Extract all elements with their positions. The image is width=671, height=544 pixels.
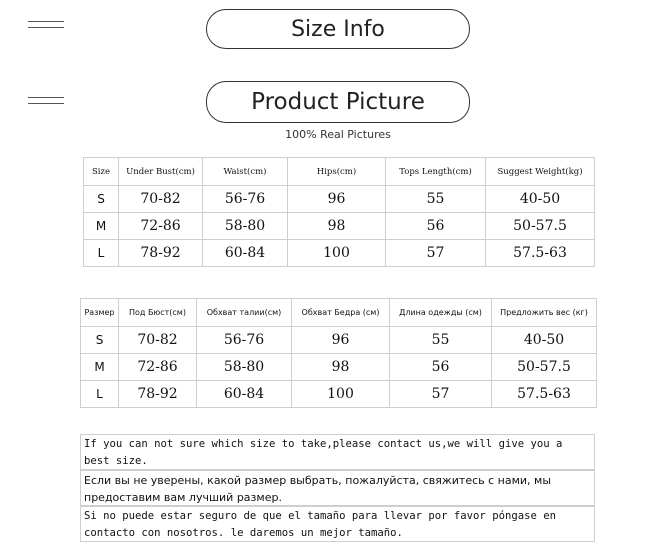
table-header-row — [81, 299, 597, 327]
table-cell: 100 — [288, 240, 386, 267]
table-cell: 98 — [288, 213, 386, 240]
table-row — [81, 327, 597, 354]
size-cell: M — [81, 354, 119, 381]
header-cell: Suggest Weight(kg) — [486, 158, 595, 186]
table-cell: 55 — [390, 327, 492, 354]
header-cell: Size — [84, 158, 119, 186]
product-picture-heading: Product Picture — [206, 81, 470, 123]
size-cell: L — [84, 240, 119, 267]
table-cell: 40-50 — [492, 327, 597, 354]
table-cell: 56-76 — [203, 186, 288, 213]
header-cell: Обхват талии(см) — [197, 299, 292, 327]
header-cell: Длина одежды (см) — [390, 299, 492, 327]
table-cell: 100 — [292, 381, 390, 408]
table-cell: 96 — [292, 327, 390, 354]
header-cell: Tops Length(cm) — [386, 158, 486, 186]
table-cell: 56 — [386, 213, 486, 240]
header-cell: Waist(cm) — [203, 158, 288, 186]
size-advice-english: If you can not sure which size to take,please contact us,we will give you a best size. — [80, 434, 595, 470]
table-row — [84, 213, 595, 240]
header-cell: Обхват Бедра (см) — [292, 299, 390, 327]
table-row — [81, 381, 597, 408]
header-cell: Предложить вес (кг) — [492, 299, 597, 327]
header-cell: Под Бюст(см) — [119, 299, 197, 327]
header-cell: Размер — [81, 299, 119, 327]
table-cell: 98 — [292, 354, 390, 381]
size-advice-spanish: Si no puede estar seguro de que el tamaño para llevar por favor póngase en contacto con nosotros. le daremos un mejor tamaño. — [80, 506, 595, 542]
table-cell: 70-82 — [119, 186, 203, 213]
table-row — [81, 354, 597, 381]
table-cell: 70-82 — [119, 327, 197, 354]
size-info-heading: Size Info — [206, 9, 470, 49]
table-cell: 40-50 — [486, 186, 595, 213]
size-table-russian — [80, 298, 597, 408]
menu-lines-decoration-1 — [28, 21, 64, 33]
table-cell: 50-57.5 — [492, 354, 597, 381]
table-cell: 78-92 — [119, 381, 197, 408]
table-cell: 57 — [386, 240, 486, 267]
size-cell: M — [84, 213, 119, 240]
size-table-english — [83, 157, 595, 267]
table-cell: 57.5-63 — [492, 381, 597, 408]
size-cell: S — [84, 186, 119, 213]
table-cell: 72-86 — [119, 213, 203, 240]
table-cell: 78-92 — [119, 240, 203, 267]
table-cell: 56 — [390, 354, 492, 381]
table-cell: 72-86 — [119, 354, 197, 381]
table-cell: 50-57.5 — [486, 213, 595, 240]
table-cell: 58-80 — [197, 354, 292, 381]
table-row — [84, 240, 595, 267]
menu-lines-decoration-2 — [28, 97, 64, 109]
table-row — [84, 186, 595, 213]
header-cell: Under Bust(cm) — [119, 158, 203, 186]
size-advice-russian: Если вы не уверены, какой размер выбрать, пожалуйста, свяжитесь с нами, мы предоставим вам лучший размер. — [80, 470, 595, 506]
table-cell: 56-76 — [197, 327, 292, 354]
size-cell: S — [81, 327, 119, 354]
header-cell: Hips(cm) — [288, 158, 386, 186]
table-cell: 58-80 — [203, 213, 288, 240]
table-cell: 57 — [390, 381, 492, 408]
real-pictures-subtitle: 100% Real Pictures — [285, 128, 391, 141]
table-cell: 55 — [386, 186, 486, 213]
table-cell: 96 — [288, 186, 386, 213]
table-cell: 57.5-63 — [486, 240, 595, 267]
table-header-row — [84, 158, 595, 186]
size-cell: L — [81, 381, 119, 408]
table-cell: 60-84 — [197, 381, 292, 408]
table-cell: 60-84 — [203, 240, 288, 267]
